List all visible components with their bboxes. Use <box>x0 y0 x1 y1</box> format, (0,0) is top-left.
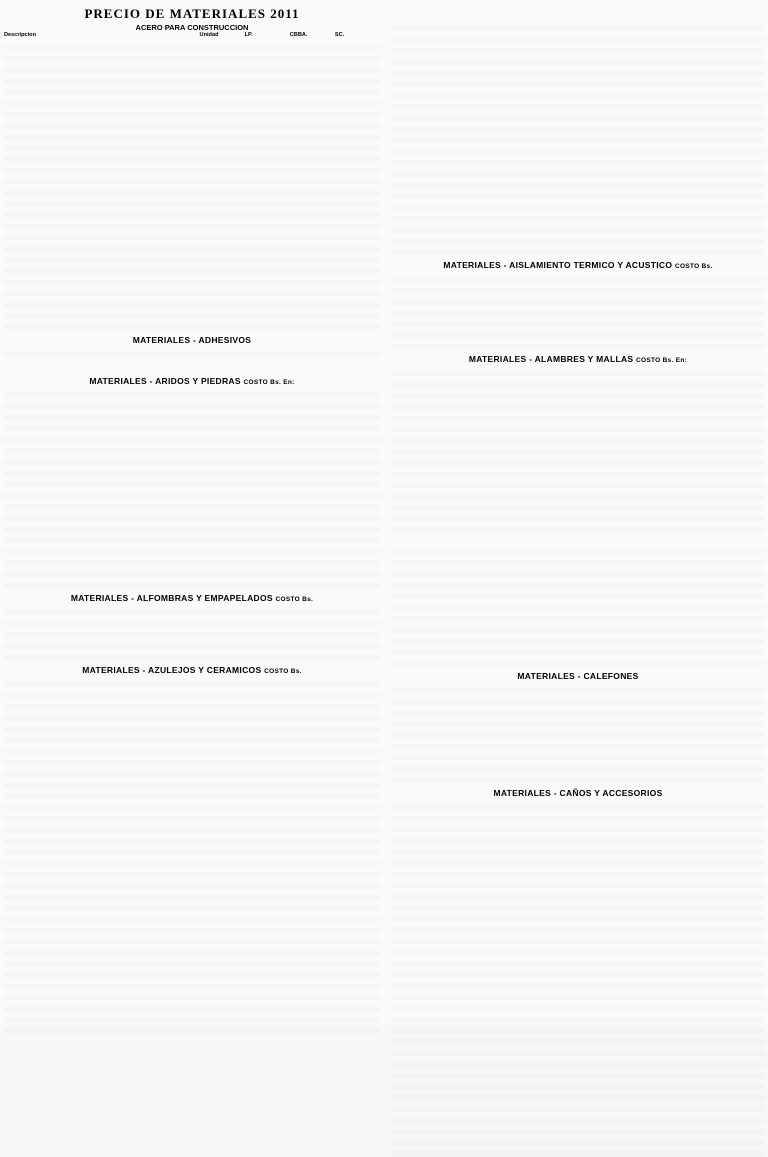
cell-sc <box>719 344 764 350</box>
cell-descripcion <box>4 324 200 330</box>
cell-lp <box>245 582 290 588</box>
page-subtitle: ACERO PARA CONSTRUCCION <box>135 23 249 32</box>
section-title-text: MATERIALES - CALEFONES <box>517 671 639 682</box>
section-adhesivos-continued <box>392 20 764 255</box>
table-row <box>392 344 764 350</box>
alfombras-table <box>4 604 380 660</box>
section-cost-label: COSTO Bs. En: <box>636 357 688 365</box>
azulejos-table <box>4 676 380 1034</box>
cell-descripcion <box>4 1028 200 1034</box>
section-title-calefones <box>392 671 764 681</box>
cell-sc <box>335 582 380 588</box>
cell-descripcion <box>392 344 585 350</box>
section-cost-label: COSTO Bs. En: <box>243 378 295 386</box>
cell-lp <box>630 344 675 350</box>
col-cbba: CBBA. <box>289 32 308 38</box>
cell-descripcion <box>392 661 585 667</box>
col-sc: SC. <box>334 32 345 38</box>
section-title-aridos <box>4 376 380 386</box>
cell-cbba <box>675 1151 720 1157</box>
section-title-text: MATERIALES - AZULEJOS Y CERAMICOS <box>82 664 262 675</box>
cell-descripcion <box>392 249 585 255</box>
cell-descripcion <box>392 777 585 783</box>
section-title-text: MATERIALES - ALFOMBRAS Y EMPAPELADOS <box>70 593 273 604</box>
right-column <box>392 20 764 1157</box>
cell-lp <box>630 777 675 783</box>
col-descripcion: Descripcion <box>4 32 37 38</box>
alambres-table <box>392 365 764 533</box>
section-title-text: MATERIALES - CAÑOS Y ACCESORIOS <box>493 787 663 798</box>
table-row <box>4 324 380 330</box>
adhesivos2-table <box>392 20 764 255</box>
cell-cbba <box>290 1028 335 1034</box>
cell-cbba <box>290 654 335 660</box>
cell-unidad <box>200 582 245 588</box>
cell-cbba <box>675 777 720 783</box>
section-azulejos <box>4 665 380 1034</box>
section-title-alfombras <box>4 593 380 603</box>
cell-sc <box>335 324 380 330</box>
cell-lp <box>245 324 290 330</box>
cell-cbba <box>290 324 335 330</box>
section-title-canos <box>392 788 764 798</box>
cell-unidad <box>200 1028 245 1034</box>
cell-sc <box>335 654 380 660</box>
section-cost-label: COSTO Bs. <box>275 596 314 604</box>
table-row <box>4 1028 380 1034</box>
cell-cbba <box>290 582 335 588</box>
col-lp: LP. <box>244 32 253 38</box>
table-row <box>392 777 764 783</box>
section-cost-label: COSTO Bs. <box>264 667 302 675</box>
section-adhesivos <box>4 335 380 363</box>
cell-cbba <box>675 661 720 667</box>
section-alambres <box>392 354 764 533</box>
cell-lp <box>245 654 290 660</box>
canos-table <box>392 799 764 1157</box>
cell-unidad <box>585 661 630 667</box>
section-title-azulejos <box>4 665 380 675</box>
section-title-alambres <box>392 354 764 364</box>
aislamiento-table <box>392 271 764 349</box>
cell-cbba <box>675 249 720 255</box>
acero-table <box>4 32 380 330</box>
section-cost-label: COSTO Bs. <box>674 262 713 270</box>
cell-sc <box>719 1151 764 1157</box>
cell-sc <box>335 1028 380 1034</box>
section-alfombras <box>4 593 380 660</box>
cell-unidad <box>585 344 630 350</box>
table-row <box>4 582 380 588</box>
section-canos <box>392 788 764 1157</box>
cell-unidad <box>585 777 630 783</box>
cell-sc <box>719 249 764 255</box>
cell-sc <box>719 661 764 667</box>
cell-unidad <box>200 654 245 660</box>
section-calefones <box>392 671 764 783</box>
aridos-table <box>4 387 380 588</box>
section-aislamiento <box>392 260 764 349</box>
cell-lp <box>630 249 675 255</box>
col-unidad: Unidad <box>199 32 219 38</box>
calefones-table <box>392 682 764 783</box>
page-title: PRECIO DE MATERIALES 2011 <box>84 6 300 21</box>
cell-descripcion <box>4 582 200 588</box>
cell-cbba <box>675 344 720 350</box>
cell-unidad <box>200 324 245 330</box>
left-column <box>4 6 380 1034</box>
section-ceramicos <box>392 543 764 666</box>
table-row <box>4 654 380 660</box>
section-title-text: MATERIALES - ALAMBRES Y MALLAS <box>468 354 634 365</box>
cell-lp <box>630 1151 675 1157</box>
section-title-adhesivos <box>4 335 380 345</box>
cell-descripcion <box>4 654 200 660</box>
table-row <box>392 661 764 667</box>
ceramicos-table <box>392 543 764 666</box>
cell-unidad <box>585 1151 630 1157</box>
table-row <box>392 1151 764 1157</box>
cell-sc <box>719 777 764 783</box>
section-aridos <box>4 376 380 588</box>
cell-unidad <box>585 249 630 255</box>
section-title-aislamiento <box>392 260 764 270</box>
section-acero <box>4 32 380 330</box>
section-title-text: MATERIALES - ADHESIVOS <box>132 334 252 345</box>
cell-lp <box>630 661 675 667</box>
section-title-text: MATERIALES - AISLAMIENTO TERMICO Y ACUSTICO <box>443 259 673 270</box>
cell-lp <box>245 1028 290 1034</box>
adhesivos-table <box>4 346 380 363</box>
table-row <box>392 249 764 255</box>
cell-descripcion <box>392 1151 585 1157</box>
section-title-text: MATERIALES - ARIDOS Y PIEDRAS <box>89 375 241 386</box>
